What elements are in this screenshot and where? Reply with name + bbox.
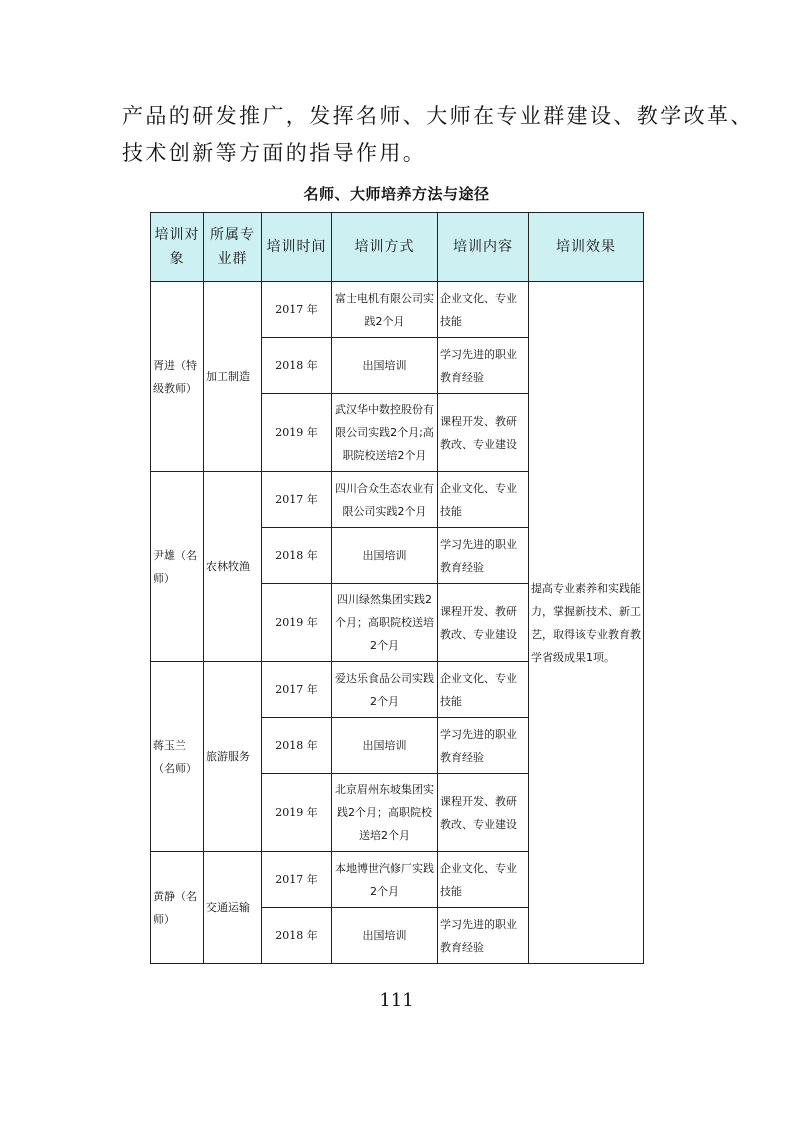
method-cell: 爱达乐食品公司实践2个月 xyxy=(332,662,438,718)
method-cell: 本地博世汽修厂实践2个月 xyxy=(332,852,438,908)
header-row xyxy=(151,213,644,282)
year-cell: 2019 年 xyxy=(262,394,332,472)
table-title: 名师、大师培养方法与途径 xyxy=(303,185,490,203)
header-target: 培训对象 xyxy=(151,213,204,282)
year-cell: 2017 年 xyxy=(262,472,332,528)
body-paragraph xyxy=(122,98,754,172)
year-cell: 2018 年 xyxy=(262,718,332,774)
method-cell: 武汉华中数控股份有限公司实践2个月;高职院校送培2个月 xyxy=(332,394,438,472)
paragraph-line-2: 技术创新等方面的指导作用。 xyxy=(122,141,427,165)
group-cell: 交通运输 xyxy=(204,852,262,964)
method-cell: 出国培训 xyxy=(332,718,438,774)
group-cell: 旅游服务 xyxy=(204,662,262,852)
target-cell: 蒋玉兰（名师） xyxy=(151,662,204,852)
year-cell: 2018 年 xyxy=(262,908,332,964)
header-content: 培训内容 xyxy=(438,213,529,282)
effect-cell: 提高专业素养和实践能力，掌握新技术、新工艺，取得该专业教育教学省级成果1项。 xyxy=(529,282,644,964)
content-cell: 企业文化、专业技能 xyxy=(438,852,529,908)
page-number: 111 xyxy=(379,990,414,1011)
group-cell: 加工制造 xyxy=(204,282,262,472)
target-cell: 黄静（名师） xyxy=(151,852,204,964)
method-cell: 出国培训 xyxy=(332,908,438,964)
content-cell: 学习先进的职业教育经验 xyxy=(438,908,529,964)
content-cell: 课程开发、教研教改、专业建设 xyxy=(438,394,529,472)
method-cell: 四川合众生态农业有限公司实践2个月 xyxy=(332,472,438,528)
year-cell: 2017 年 xyxy=(262,852,332,908)
year-cell: 2019 年 xyxy=(262,584,332,662)
table-row xyxy=(151,282,644,338)
content-cell: 学习先进的职业教育经验 xyxy=(438,528,529,584)
method-cell: 富士电机有限公司实践2个月 xyxy=(332,282,438,338)
year-cell: 2019 年 xyxy=(262,774,332,852)
method-cell: 北京眉州东坡集团实践2个月；高职院校送培2个月 xyxy=(332,774,438,852)
content-cell: 学习先进的职业教育经验 xyxy=(438,338,529,394)
year-cell: 2018 年 xyxy=(262,528,332,584)
content-cell: 企业文化、专业技能 xyxy=(438,472,529,528)
year-cell: 2017 年 xyxy=(262,662,332,718)
target-cell: 尹雄（名师） xyxy=(151,472,204,662)
content-cell: 课程开发、教研教改、专业建设 xyxy=(438,584,529,662)
training-table xyxy=(150,212,644,964)
content-cell: 企业文化、专业技能 xyxy=(438,662,529,718)
header-effect: 培训效果 xyxy=(529,213,644,282)
header-time: 培训时间 xyxy=(262,213,332,282)
target-cell: 胥进（特级教师） xyxy=(151,282,204,472)
header-method: 培训方式 xyxy=(332,213,438,282)
year-cell: 2018 年 xyxy=(262,338,332,394)
method-cell: 四川绿然集团实践2个月；高职院校送培2个月 xyxy=(332,584,438,662)
method-cell: 出国培训 xyxy=(332,338,438,394)
content-cell: 企业文化、专业技能 xyxy=(438,282,529,338)
year-cell: 2017 年 xyxy=(262,282,332,338)
content-cell: 课程开发、教研教改、专业建设 xyxy=(438,774,529,852)
header-group: 所属专业群 xyxy=(204,213,262,282)
content-cell: 学习先进的职业教育经验 xyxy=(438,718,529,774)
group-cell: 农林牧渔 xyxy=(204,472,262,662)
method-cell: 出国培训 xyxy=(332,528,438,584)
paragraph-line-1: 产品的研发推广，发挥名师、大师在专业群建设、教学改革、 xyxy=(122,104,754,128)
